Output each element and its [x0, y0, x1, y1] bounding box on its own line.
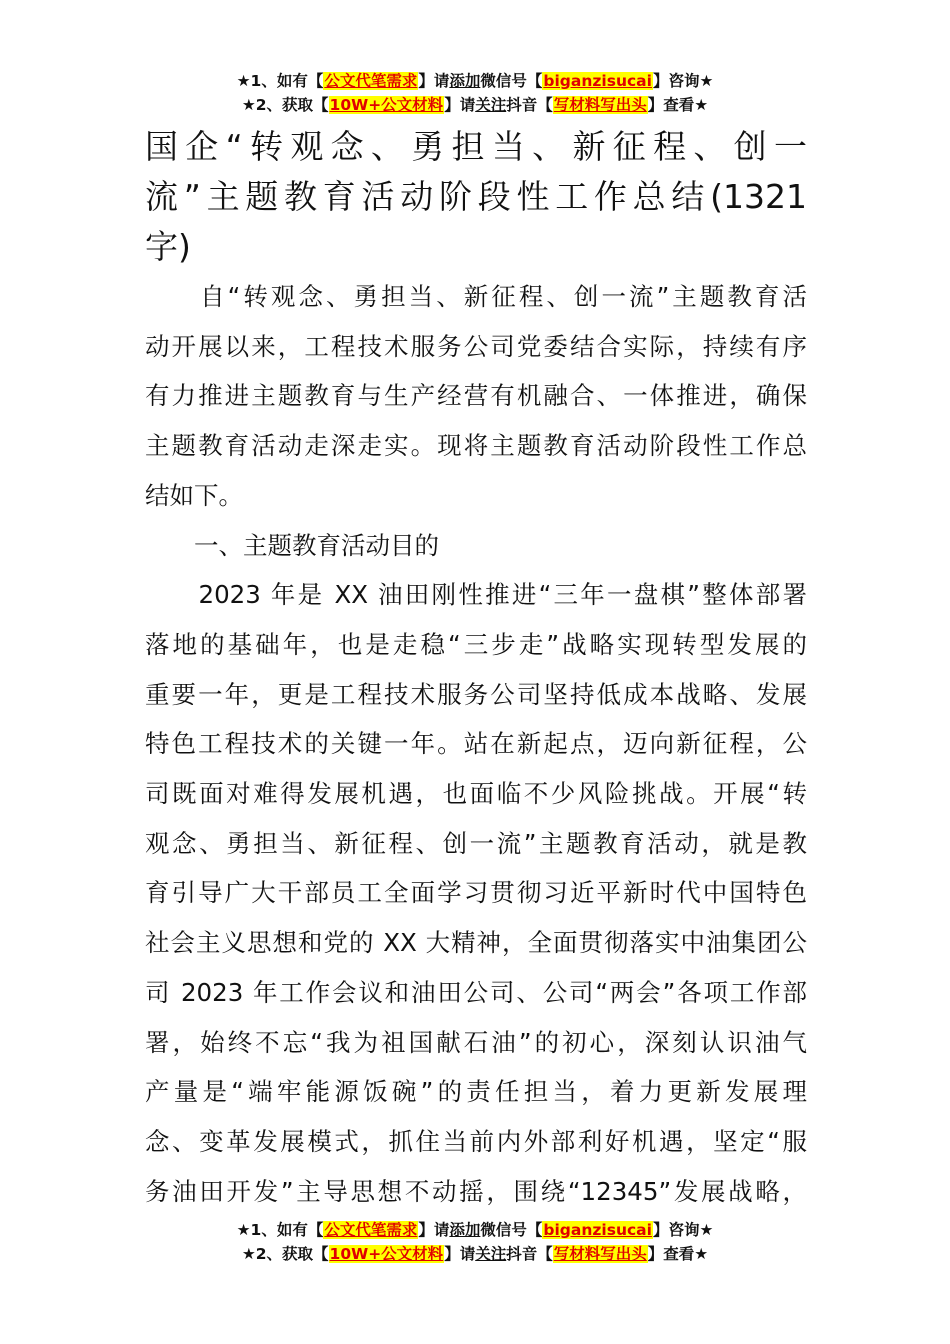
body-line: 务油田开发”主导思想不动摇，围绕“12345”发展战略，	[145, 1176, 807, 1206]
promo-banner-bottom	[0, 1218, 950, 1266]
banner-text: 抖音【	[506, 1245, 553, 1263]
banner-text: 】请	[418, 1221, 450, 1239]
banner-highlight: 写材料写出头	[553, 96, 647, 114]
banner-text: 】请	[444, 1245, 476, 1263]
banner-highlight: 10W+公文材料	[329, 96, 444, 114]
body-line: 结如下。	[145, 480, 243, 510]
document-title	[145, 122, 807, 272]
body-line: 落地的基础年，也是走稳“三步走”战略实现转型发展的	[145, 629, 807, 659]
banner-text: ★2、获取【	[241, 96, 329, 114]
promo-line-1	[0, 69, 950, 93]
body-line: 观念、勇担当、新征程、创一流”主题教育活动，就是教	[145, 828, 807, 858]
body-line: 动开展以来，工程技术服务公司党委结合实际，持续有序	[145, 331, 807, 361]
promo-line-1	[0, 1218, 950, 1242]
body-line: 司既面对难得发展机遇，也面临不少风险挑战。开展“转	[145, 779, 807, 809]
banner-underline: 添加	[449, 1221, 481, 1239]
banner-highlight: 10W+公文材料	[329, 1245, 444, 1263]
body-line: 司 2023 年工作会议和油田公司、公司“两会”各项工作部	[145, 977, 807, 1007]
body-line: 育引导广大干部员工全面学习贯彻习近平新时代中国特色	[145, 878, 807, 908]
banner-text: 】查看★	[647, 96, 709, 114]
banner-text: ★1、如有【	[236, 72, 324, 90]
banner-text: 】查看★	[647, 1245, 709, 1263]
body-line: 社会主义思想和党的 XX 大精神，全面贯彻落实中油集团公	[145, 928, 807, 958]
body-line: 产量是“端牢能源饭碗”的责任担当，着力更新发展理	[145, 1077, 807, 1107]
body-line: 特色工程技术的关键一年。站在新起点，迈向新征程，公	[145, 729, 807, 759]
title-line: 字)	[145, 227, 191, 266]
banner-highlight: 写材料写出头	[553, 1245, 647, 1263]
banner-highlight: biganzisucai	[543, 72, 652, 90]
title-line: 流”主题教育活动阶段性工作总结(1321	[145, 177, 807, 216]
promo-banner-top	[0, 69, 950, 117]
title-line: 国企“转观念、勇担当、新征程、创一	[145, 127, 807, 166]
body-line: 重要一年，更是工程技术服务公司坚持低成本战略、发展	[145, 679, 807, 709]
banner-text: 微信号【	[480, 1221, 543, 1239]
banner-text: 】请	[444, 96, 476, 114]
banner-underline: 关注	[475, 1245, 507, 1263]
banner-text: 抖音【	[506, 96, 553, 114]
banner-underline: 关注	[475, 96, 507, 114]
banner-text: 】咨询★	[652, 72, 714, 90]
body-line: 2023 年是 XX 油田刚性推进“三年一盘棋”整体部署	[145, 580, 807, 610]
body-line: 署，始终不忘“我为祖国献石油”的初心，深刻认识油气	[145, 1027, 807, 1057]
banner-text: 】请	[418, 72, 450, 90]
banner-highlight: 公文代笔需求	[324, 1221, 418, 1239]
banner-text: 微信号【	[480, 72, 543, 90]
promo-line-2	[0, 1242, 950, 1266]
banner-text: 】咨询★	[652, 1221, 714, 1239]
banner-underline: 添加	[449, 72, 481, 90]
banner-text: ★2、获取【	[241, 1245, 329, 1263]
body-line: 主题教育活动走深走实。现将主题教育活动阶段性工作总	[145, 431, 807, 461]
banner-highlight: 公文代笔需求	[324, 72, 418, 90]
document-body	[145, 272, 807, 1216]
banner-text: ★1、如有【	[236, 1221, 324, 1239]
banner-highlight: biganzisucai	[543, 1221, 652, 1239]
body-line: 有力推进主题教育与生产经营有机融合、一体推进，确保	[145, 381, 807, 411]
promo-line-2	[0, 93, 950, 117]
body-line: 自“转观念、勇担当、新征程、创一流”主题教育活	[145, 282, 807, 311]
body-line: 念、变革发展模式，抓住当前内外部利好机遇，坚定“服	[145, 1126, 807, 1156]
body-line: 一、主题教育活动目的	[145, 530, 439, 560]
